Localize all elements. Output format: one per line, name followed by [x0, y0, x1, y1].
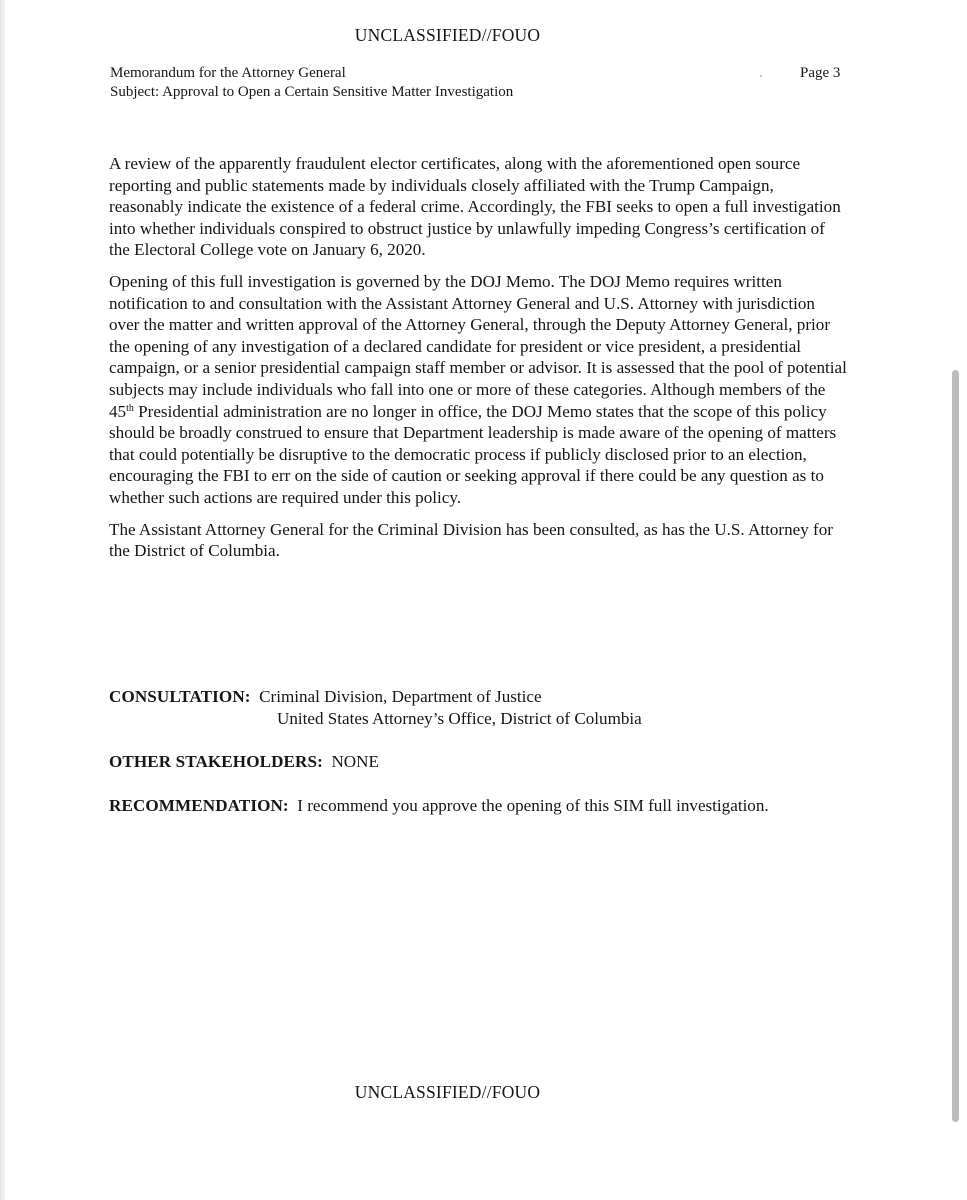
- scan-speck: [760, 75, 762, 77]
- memo-body: [109, 153, 849, 572]
- page-number: Page 3: [800, 65, 841, 81]
- paragraph-doj-memo-part1: Opening of this full investigation is governed by the DOJ Memo. The DOJ Memo requires written notification to and consultation with the Assistant Attorney General and U.S. Attorney with jurisdiction over the matter and written approval of the Attorney General, through the Deputy Attorney General, prior the opening of any investigation of a declared candidate for president or vice president, a presidential campaign, or a senior presidential campaign staff member or advisor. It is assessed that the pool of potential subjects may include individuals who fall into one or more of these categories. Although members of the 45: [109, 271, 847, 421]
- classification-footer: UNCLASSIFIED//FOUO: [354, 1082, 541, 1102]
- consultation-section: [109, 686, 642, 729]
- classification-header: UNCLASSIFIED//FOUO: [354, 25, 541, 45]
- ordinal-superscript: th: [126, 402, 134, 414]
- memo-subject: Subject: Approval to Open a Certain Sensitive Matter Investigation: [110, 84, 514, 100]
- recommendation-label: RECOMMENDATION:: [109, 796, 289, 815]
- paragraph-doj-memo-part2: Presidential administration are no longer in office, the DOJ Memo states that the scope of this policy should be broadly construed to ensure that Department leadership is made aware of the opening of matters that could potentially be disruptive to the democratic process if publicly disclosed prior to an election, encouraging the FBI to err on the side of caution or seeking approval if there could be any question as to whether such actions are required under this policy.: [109, 401, 837, 507]
- vertical-scrollbar[interactable]: [952, 370, 959, 1122]
- paragraph-consulted: The Assistant Attorney General for the Criminal Division has been consulted, as has the U.S. Attorney for the District of Columbia.: [109, 519, 833, 561]
- memo-header: [110, 64, 513, 102]
- recommendation-value: I recommend you approve the opening of this SIM full investigation.: [297, 796, 769, 815]
- stakeholders-section: [109, 751, 379, 773]
- consultation-line-1: Criminal Division, Department of Justice: [259, 687, 542, 706]
- page-edge-shadow: [0, 0, 5, 1200]
- recommendation-section: [109, 795, 769, 817]
- memo-recipient: Memorandum for the Attorney General: [110, 65, 346, 81]
- paragraph-review: A review of the apparently fraudulent elector certificates, along with the aforementioned open source reporting and public statements made by individuals closely affiliated with the Trump Campaign, reasonably indicate the existence of a federal crime. Accordingly, the FBI seeks to open a full investigation into whether individuals conspired to obstruct justice by unlawfully impeding Congress’s certification of the Electoral College vote on January 6, 2020.: [109, 154, 841, 260]
- stakeholders-label: OTHER STAKEHOLDERS:: [109, 752, 323, 771]
- paragraph-doj-memo: [109, 271, 849, 509]
- consultation-label: CONSULTATION:: [109, 687, 251, 706]
- stakeholders-value: NONE: [331, 752, 379, 771]
- consultation-line-2: United States Attorney’s Office, District of Columbia: [277, 708, 642, 728]
